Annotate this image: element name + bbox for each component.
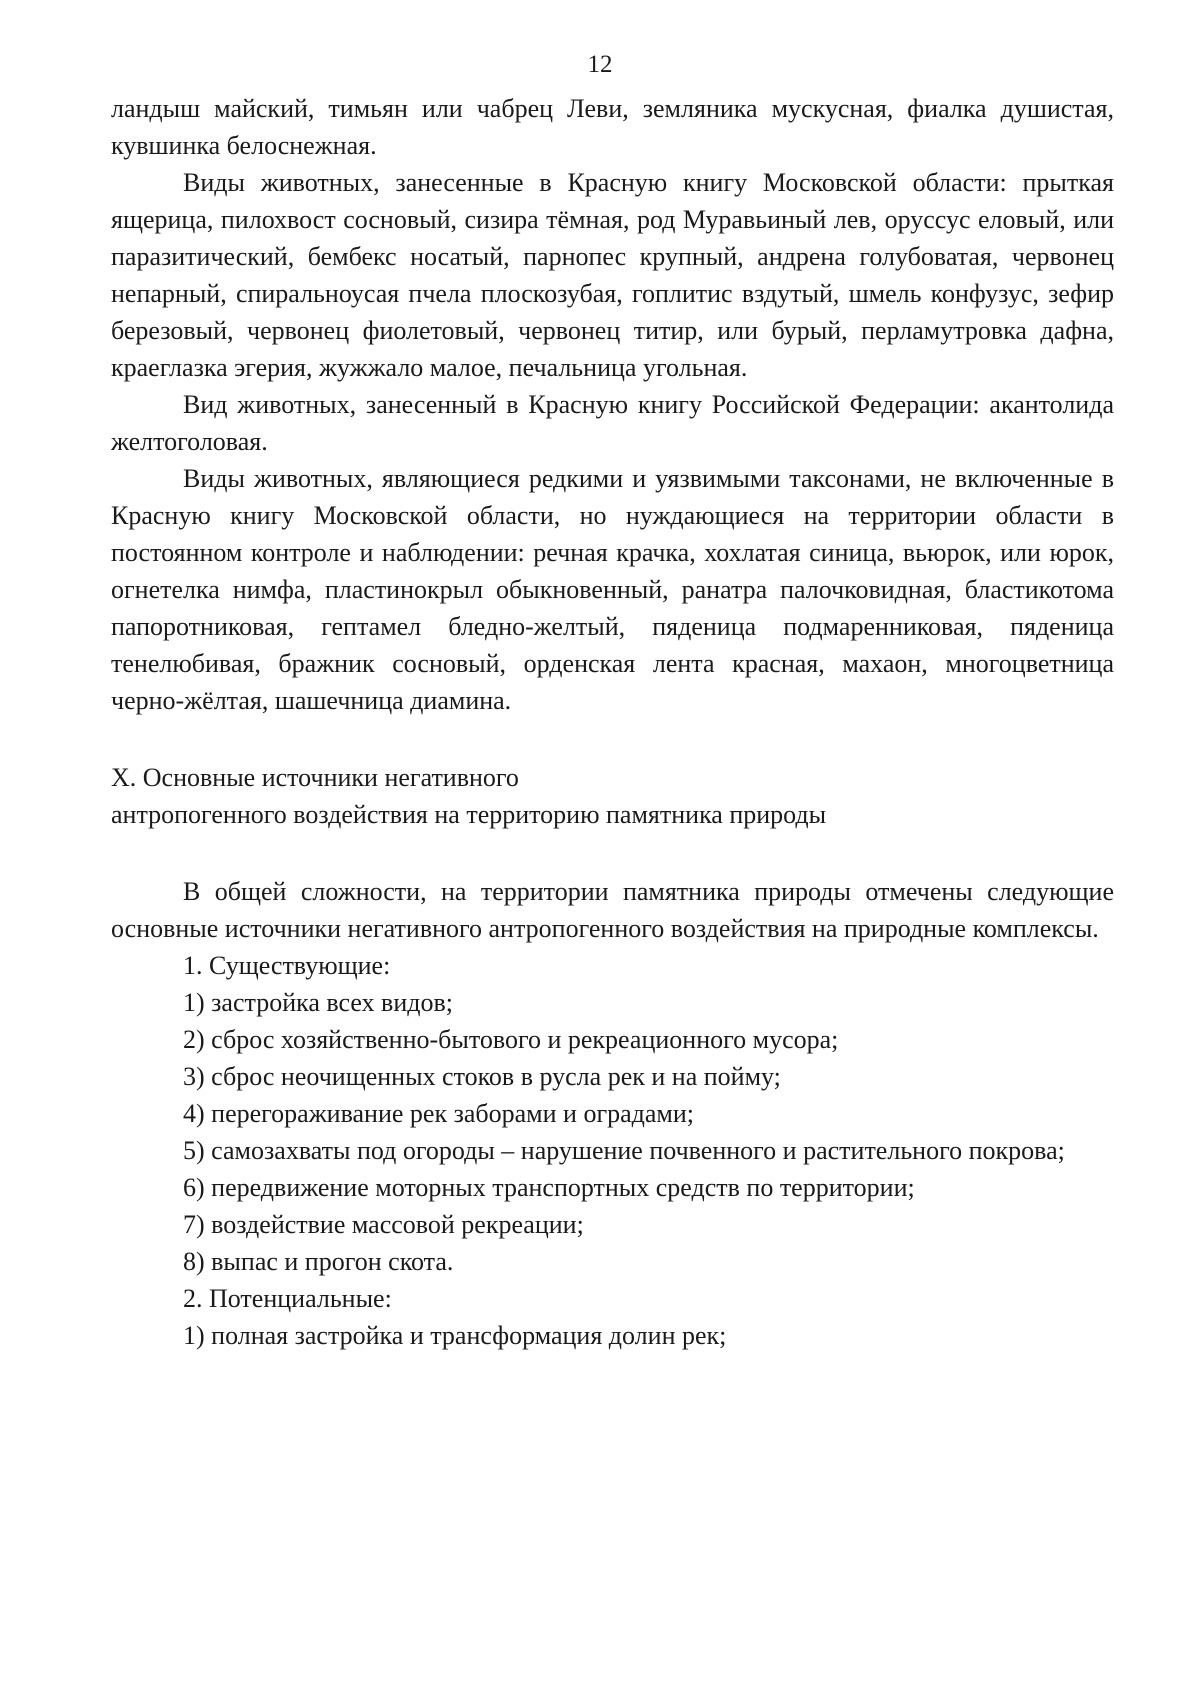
paragraph-moscow-red-book-animals: Виды животных, занесенные в Красную книгу Московской области: прыткая ящерица, пилохвост сосновый, сизира тёмная, род Муравьиный лев, оруссус еловый, или паразитический, бембекс носатый, парнопес крупный, андрена голубоватая, червонец непарный, спиральноусая пчела плоскозубая, гоплитис вздутый, шмель конфузус, зефир березовый, червонец фиолетовый, червонец титир, или бурый, перламутровка дафна, краеглазка эгерия, жужжало малое, печальница угольная.: [111, 168, 1114, 382]
list-item: 3) сброс неочищенных стоков в русла рек и на пойму;: [183, 1062, 781, 1091]
list-heading-potential: 2. Потенциальные:: [183, 1284, 392, 1313]
document-body: [111, 90, 1114, 1354]
section-heading: [111, 759, 1114, 833]
list-item: 5) самозахваты под огороды – нарушение почвенного и растительного покрова;: [183, 1136, 1065, 1165]
page-number: 12: [587, 51, 613, 78]
paragraph-intro: В общей сложности, на территории памятника природы отмечены следующие основные источники негативного антропогенного воздействия на природные комплексы.: [111, 877, 1114, 943]
list-item: 4) перегораживание рек заборами и оградами;: [183, 1099, 695, 1128]
spacer: [111, 719, 1114, 759]
list-heading-existing: 1. Существующие:: [183, 951, 391, 980]
list-item: 8) выпас и прогон скота.: [183, 1247, 454, 1276]
section-heading-line-1: X. Основные источники негативного: [111, 763, 519, 792]
list-item: 7) воздействие массовой рекреации;: [183, 1210, 584, 1239]
list-item: 2) сброс хозяйственно-бытового и рекреационного мусора;: [183, 1025, 839, 1054]
list-item: 1) полная застройка и трансформация долин рек;: [183, 1321, 727, 1350]
list-item: 1) застройка всех видов;: [183, 988, 453, 1017]
paragraph-rare-taxa: Виды животных, являющиеся редкими и уязвимыми таксонами, не включенные в Красную книгу Московской области, но нуждающиеся на территории области в постоянном контроле и наблюдении: речная крачка, хохлатая синица, вьюрок, или юрок, огнетелка нимфа, пластинокрыл обыкновенный, ранатра палочковидная, бластикотома папоротниковая, гептамел бледно-желтый, пяденица подмаренниковая, пяденица тенелюбивая, бражник сосновый, орденская лента красная, махаон, многоцветница черно-жёлтая, шашечница диамина.: [111, 464, 1114, 715]
paragraph-russian-red-book-animal: Вид животных, занесенный в Красную книгу Российской Федерации: акантолида желтоголовая.: [111, 390, 1114, 456]
section-heading-line-2: антропогенного воздействия на территорию памятника природы: [111, 800, 827, 829]
spacer: [111, 833, 1114, 873]
list-item: 6) передвижение моторных транспортных средств по территории;: [183, 1173, 915, 1202]
paragraph-continuation: ландыш майский, тимьян или чабрец Леви, земляника мускусная, фиалка душистая, кувшинка белоснежная.: [111, 94, 1114, 160]
